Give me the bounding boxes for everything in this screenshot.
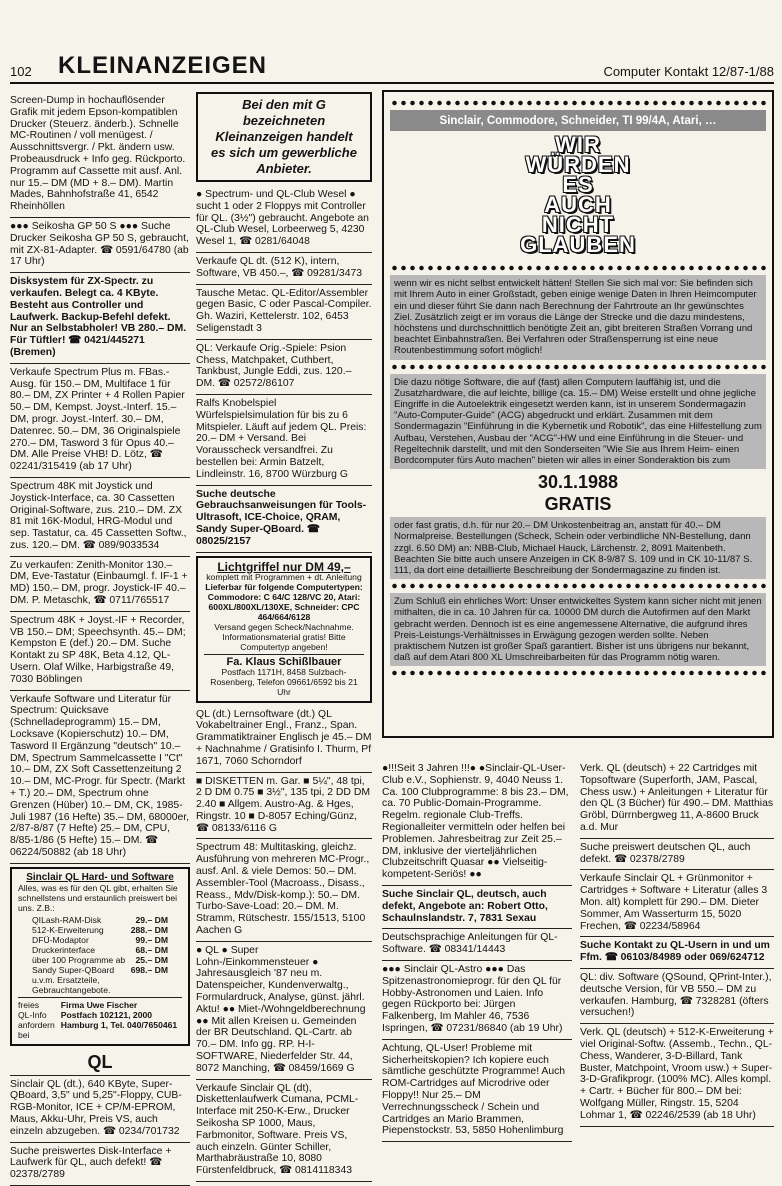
ad-paragraph: Zum Schluß ein ehrliches Wort: Unser entwickeltes System kann sicher nicht mit jenen mithalten, die in ca. 10 Jahren für ca. 10000 DM durch die Autofirmen auf den Markt gebracht werden. Dennoch ist es eine angemessene Alternative, die aufgrund ihres Preis-Leistungs-Verhältnisses in Erwägung gezogen werden sollte. Neben praktischem Nutzen ist großer Spaß garantiert. Bisher ist uns übrigens nur bekannt, daß auf dem Atari 800 XL Umschreibarbeiten für das Programm nötig waren. — [390, 593, 766, 666]
column-2 — [196, 92, 372, 1177]
classified-ad: ■ DISKETTEN m. Gar. ■ 5¼", 48 tpi, 2 D DM 0.75 ■ 3½", 135 tpi, 2 DD DM 2.40 ■ Allgem. Austro-Ag. & Hges, Ringstr. 10 ■ D-8057 Eching/Günz, ☎ 08133/6116 G — [196, 773, 372, 840]
classified-ad: Suche Sinclair QL, deutsch, auch defekt, Angebote an: Robert Otto, Schaulnslandstr. 7, 7831 Sexau — [382, 886, 572, 929]
classified-ad: Verkaufe Spectrum Plus m. FBas.-Ausg. für 150.– DM, Multiface 1 für 80.– DM, ZX Printer + 4 Rollen Papier 50.– DM, Kempst. Joyst.-Interf. 15.– DM, progr. Joyst.-Interf. 30.– DM, Datenrec. 50.– DM, 36 Originalspiele 270.– DM, Tasword 3 für Opus 40.– DM. Alle Preise VHB! D. Lötz, ☎ 02241/315419 (ab 17 Uhr) — [10, 364, 190, 478]
classified-ad: Spectrum 48K + Joyst.-IF + Recorder, VB 150.– DM; Speechsynth. 45.– DM; Kempston E (def.) 20.– DM. Suche Kontakt zu SP 48K, Beta 4.12, QL-Usern. Olaf Wilke, Harbigstraße 49, 7030 Böblingen — [10, 612, 190, 691]
classified-ad: Suche Kontakt zu QL-Usern in und um Ffm. ☎ 06103/84989 oder 069/624712 — [580, 937, 774, 969]
magazine-issue: Computer Kontakt 12/87-1/88 — [603, 64, 774, 79]
ad-paragraph: wenn wir es nicht selbst entwickelt hätten! Stellen Sie sich mal vor: Sie befinden sich mit Ihrem Auto in einer Großstadt, geben einige wenige Daten in Ihren Heimcomputer ein und dieser führt Sie dann nach Berechnung der Fahrtroute an Ihr gewünschtes Ziel. Zusätzlich zeigt er im voraus die Länge der Strecke und die dazu mindestens, höchstens und durchschnittlich benötigte Zeit an, gibt breiteren Straßen Vorrang und beachtet Einbahnstraßen. Bei Verfahren oder Straßensperrung ist eine neue Routenbestimmung sofort möglich! — [390, 275, 766, 359]
column-3-display-ad — [382, 90, 774, 750]
classified-ad: Verk. QL (deutsch) + 512-K-Erweiterung + viel Original-Softw. (Assemb., Techn., QL-Chess, Wanderer, 3-D-Billard, Tank Buster, Matchpoint, Vroom usw.) + Super-3-D-Grafikprogr. (100% MC). Alles kompl. + Cartr. + Bücher für 800.– DM bei: Wolfgang Müller, Ringstr. 15, 5204 Lohmar 1, ☎ 02246/2539 (ab 18 Uhr) — [580, 1024, 774, 1126]
dot-border — [390, 99, 766, 107]
ad-headline-band: Sinclair, Commodore, Schneider, TI 99/4A, Atari, … — [390, 110, 766, 131]
classified-ad: ● Spectrum- und QL-Club Wesel ● sucht 1 oder 2 Floppys mit Controller für QL. (3½") gebraucht. Angebote an QL-Club Wesel, Lorbeerweg 5, 4230 Wesel 1, ☎ 0281/64048 — [196, 186, 372, 253]
classified-ad: Spectrum 48: Multitasking, gleichz. Ausführung von mehreren MC-Progr., ausf. Anl. & viele Demos: 50.– DM. Assembler-Tool (Macroass., Disass., Reass., Mdv/Disk-komp.): 50.– DM. Turbo-Save-Load: 20.– DM. M. Stramm, Rütschestr. 155/1513, 5100 Aachen G — [196, 839, 372, 941]
classified-ad: Sinclair QL (dt.), 640 KByte, Super-QBoard, 3,5" und 5,25"-Floppy, CUB-RGB-Monitor, ICE + CP/M-EPROM, Maus, Akku-Uhr, Preis VS, auch einzeln abzugeben. ☎ 0234/701732 — [10, 1076, 190, 1143]
classified-ad: Verkaufe QL dt. (512 K), intern, Software, VB 450.–, ☎ 09281/3473 — [196, 253, 372, 285]
classified-ad: Verkaufe Sinclair QL + Grünmonitor + Cartridges + Software + Literatur (alles 3 Mon. alt) komplett für 290.– DM. Dieter Sommer, Am Wasserturm 15, 5020 Frechen, ☎ 02234/58964 — [580, 870, 774, 937]
display-ad-ql-fischer: Sinclair QL Hard- und Software Alles, was es für den QL gibt, erhalten Sie schnellstens und erstaunlich preiswert bei uns. Z.B.: QILash-RAM-Disk 29.– DM 512-K-Erweiterung 288.– DM DFÜ-Modaptor 99.– DM Druckerinterface 68.– DM über 100 Programme ab 25.– DM Sandy Super-QBoard 698.– DM u.v.m. Ersatzteile, Gebrauchtangebote. freies QL-Info anfordern bei Firma Uwe Fischer Postfach 102121, 2000 Hamburg 1, Tel. 040/7650461 — [10, 867, 190, 1046]
classified-ad: Verkaufe Sinclair QL (dt), Diskettenlaufwerk Cumana, PCML-Interface mit 250-K-Erw., Drucker Seikosha SP 1000, Maus, Farbmonitor, Software. Preis VS, auch einzeln. Günter Schiller, Marthabräustraße 10, 8080 Fürstenfeldbruck, ☎ 0814118343 — [196, 1080, 372, 1182]
ad-paragraph: Die dazu nötige Software, die auf (fast) allen Computern lauffähig ist, und die Zusatzhardware, die auf leichte, billige (ca. 15.– DM) Weise erstellt und ohne jegliche Eingriffe in die Autoelektrik eingesetzt werden kann, ist in unserem Sondermagazin "Auto-Computer-Guide" (ACG) abgedruckt und erklärt. Zusammen mit dem Sondermagazin "Einführung in die Kybernetik und Robotik", das eine Hilfestellung zum Aufbau, Verstehen, Ausbau der "ACG"-HW und eine Einführung in die Steuer- und Regeltechnik darstellt, und mit den Sonderseiten "Wie Sie aus Ihrem Heim- einen Bordcomputer fürs Auto machen" bieten wir alles in einer Sonderaktion bis zum — [390, 374, 766, 470]
classified-ad: Screen-Dump in hochauflösender Grafik mit jedem Epson-kompatiblen Drucker (Steuerz. änderb.). Schnelle MC-Routinen / voll menügest. / Ausschnittsvergr. / Pkt. ändern usw. Probeausdruck + Info geg. Rückporto. Programm auf Cassette mit ausf. Anl. nur 15.– DM (MD + 8.– DM). Martin Mades, Bahnhofstraße 41, 6542 Rheinhöllen — [10, 92, 190, 218]
classified-ad: ●●● Seikosha GP 50 S ●●● Suche Drucker Seikosha GP 50 S, gebraucht, mit ZX-81-Adapter. ☎ 0591/64780 (ab 17 Uhr) — [10, 218, 190, 273]
classified-ad: Verk. QL (deutsch) + 22 Cartridges mit Topsoftware (Superforth, JAM, Pascal, Chess usw.) + Anleitungen + Literatur für den QL (3 Bücher) für 490.– DM. Matthias Gröbl, Dürrnbergweg 11, A-8600 Bruck a.d. Mur — [580, 760, 774, 839]
section-heading-ql: QL — [10, 1049, 190, 1076]
classified-ad: Achtung, QL-User! Probleme mit Sicherheitskopien? Ich kopiere euch sämtliche geschützte Programme! Auch ROM-Cartridges auf Microdrive oder Floppy!! Nur 25.– DM Verrechnungsscheck / Schein und Cartridges an Mario Brammen, Piepenstockstr. 53, 5850 Hohenlimburg — [382, 1040, 572, 1142]
classified-ad: Verkaufe Software und Literatur für Spectrum: Quicksave (Schnelladeprogramm) 15.– DM, Locksave (Kopierschutz) 10.– DM, Tasword II Ergänzung "deutsch" 10.– DM, Spectrum Sammelcassette I "Ct" 10.– DM, ZX Soft Cassettenzeitung 2 10.– DM, MC-Progr. für Spectr. (Markt + T.) 20.– DM, Spectrum ohne Grenzen (Hüber) 10.– DM, CK, 1985-Juli 1987 (16 Hefte) 35.– DM, 68000er, 2/87-8/87 (7 Hefte) 25.– DM, CPU, 8/85-1/86 (5 Hefte) 15.– DM. ☎ 06224/50882 (ab 18 Uhr) — [10, 691, 190, 864]
nbb-club-display-ad — [382, 90, 774, 738]
display-ad-lichtgriffel: Lichtgriffel nur DM 49,– komplett mit Programmen + dt. Anleitung Lieferbar für folgende Computertypen: Commodore: C 64/C 128/VC 20, Atari: 600XL/800XL/130XE, Schneider: CPC 464/664/6128 Versand gegen Scheck/Nachnahme. Informationsmaterial gratis! Bitte Computertyp angeben! Fa. Klaus Schißlbauer Postfach 1171H, 8458 Sulzbach-Rosenberg, Telefon 09661/6592 bis 21 Uhr — [196, 556, 372, 703]
classified-ad: QL: div. Software (QSound, QPrint-Inter.), deutsche Version, für VB 550.– DM zu verkaufen. Hamburg, ☎ 7328281 (öfters versuchen!) — [580, 969, 774, 1024]
classified-ad: QL (dt.) Lernsoftware (dt.) QL Vokabeltrainer Engl., Franz., Span. Grammatiktrainer Englisch je 45.– DM + Nachnahme / Gratisinfo I. Thurm, Pf 1671, 7060 Schorndorf — [196, 706, 372, 773]
offer-date: 30.1.1988 — [537, 472, 619, 493]
classified-ad: Zu verkaufen: Zenith-Monitor 130.– DM, Eve-Tastatur (Einbaumgl. f. IF-1 + MD) 150.– DM, progr. Joystick-IF 40.– DM. P. Metaschk, ☎ 0711/765517 — [10, 557, 190, 612]
section-title: KLEINANZEIGEN — [58, 52, 268, 79]
ad-paragraph: oder fast gratis, d.h. für nur 20.– DM Unkostenbeitrag an, anstatt für 40.– DM Normalpreise. Bestellungen (Scheck, Schein oder verbindliche NN-Bestellung, dann zzgl. 6.50 DM) an: NBB-Club, Michael Hauck, Lärchenstr. 2, 8091 Maitenbeth. Beachten Sie bitte auch unsere Anzeigen in CK 8-9/87 S. 109 und in CK 10-11/87 S. 111, da dort eine detaillierte Beschreibung der Sondermagazine zu finden ist. — [390, 517, 766, 579]
column-1 — [10, 92, 190, 1181]
classified-ad: Spectrum 48K mit Joystick und Joystick-Interface, ca. 30 Cassetten Original-Software, zus. 210.– DM. ZX 81 mit 16K-Modul, HRG-Modul und sep. Tastatur, ca. 45 Cassetten Softw., zus. 120.– DM. ☎ 089/9033534 — [10, 478, 190, 557]
column-3-lower-right — [580, 760, 774, 1127]
column-3-lower-left — [382, 760, 572, 1142]
classified-ad: Ralfs Knobelspiel Würfelspielsimulation für bis zu 6 Mitspieler. Läuft auf jedem QL. Preis: 20.– DM + Versand. Bei Vorausscheck versandfrei. Zu bestellen bei: Armin Batzelt, Lindleinstr. 16, 8700 Würzburg G — [196, 395, 372, 486]
commercial-notice: Bei den mit G bezeichneten Kleinanzeigen handelt es sich um gewerbliche Anbieter. — [196, 92, 372, 182]
offer-gratis: GRATIS — [544, 494, 612, 515]
classified-ad: Deutschsprachige Anleitungen für QL-Software. ☎ 08341/14443 — [382, 929, 572, 961]
classified-ad: Tausche Metac. QL-Editor/Assembler gegen Basic, C oder Pascal-Compiler. Gh. Waziri, Kettelerstr. 102, 6453 Seligenstadt 3 — [196, 285, 372, 340]
page-header — [10, 52, 774, 84]
classified-ad: ●!!!Seit 3 Jahren !!!● ●Sinclair-QL-User-Club e.V., Sophienstr. 9, 4040 Neuss 1. Ca. 100 Clubprogramme: 8 bis 23.– DM, ca. 70 Public-Domain-Programme. Regelm. regionale Club-Treffs. Regionalleiter vermitteln oder helfen bei Problemen. Jahresbeitrag zur Zeit 25.– DM, inklusive der vierteljährlichen Clubzeitschrift Quasar ●● Vielseitig-kompetent-Seriös! ●● — [382, 760, 572, 886]
classified-ad: ●●● Sinclair QL-Astro ●●● Das Spitzenastronomieprogr. für den QL für Hobby-Astronomen und Laien. Info gegen Rückporto bei: Jürgen Falkenberg, Im Mahler 46, 7536 Ispringen, ☎ 07231/86840 (ab 19 Uhr) — [382, 961, 572, 1040]
classified-ad: Suche preiswert deutschen QL, auch defekt. ☎ 02378/2789 — [580, 839, 774, 871]
page-number: 102 — [10, 64, 32, 79]
classified-ad: ● QL ● Super Lohn-/Einkommensteuer ● Jahresausgleich '87 neu m. Datenspeicher, Kundenverwaltg., Formulardruck, Analyse, günst. jährl. Aktu! ●● Miet-/Wohngeldberechnung ●● Mit allen Kreisen u. Gemeinden der BR Deutschland. QL-Cartr. ab 70.– DM. Info gg. RP. H-I-SOFTWARE, Niederfelder Str. 44, 8072 Manching, ☎ 08459/1669 G — [196, 942, 372, 1080]
classified-ad: Suche preiswertes Disk-Interface + Laufwerk für QL, auch defekt! ☎ 02378/2789 — [10, 1143, 190, 1186]
classified-ad: Suche deutsche Gebrauchsanweisungen für Tools-Ultrasoft, ICE-Choice, QRAM, Sandy Super-QBoard. ☎ 08025/2157 — [196, 486, 372, 553]
classified-ad: QL: Verkaufe Orig.-Spiele: Psion Chess, Matchpaket, Cuthbert, Tankbust, Jungle Eddi, zus. 120.– DM. ☎ 02572/86107 — [196, 340, 372, 395]
ad-shout-text: WIR WÜRDEN ES AUCH NICHT GLAUBEN — [520, 132, 636, 258]
classified-ad: Disksystem für ZX-Spectr. zu verkaufen. Belegt ca. 4 KByte. Besteht aus Controller und Laufwerk. Backup-Befehl defekt. Nur an Selbstabholer! VB 280.– DM. Für Tüftler! ☎ 0421/445271 (Bremen) — [10, 273, 190, 364]
